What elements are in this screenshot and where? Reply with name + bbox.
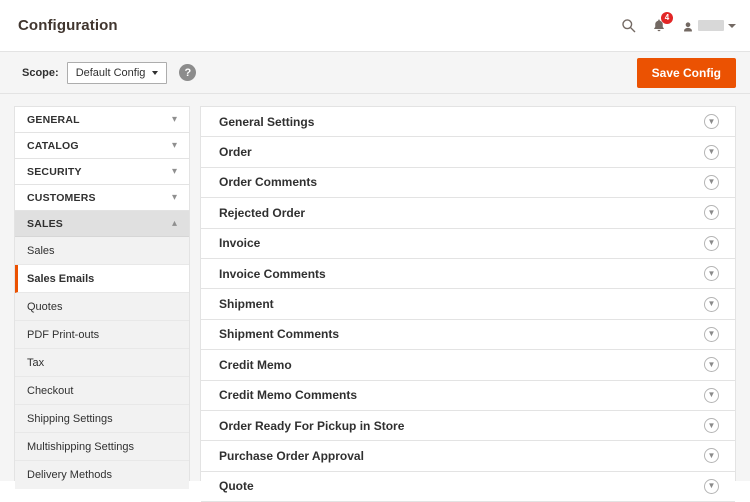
scope-toolbar — [0, 52, 750, 94]
help-icon[interactable]: ? — [179, 64, 196, 81]
sidebar-item-label: Delivery Methods — [27, 469, 112, 481]
chevron-down-icon — [728, 24, 736, 28]
section-label: Invoice Comments — [219, 266, 326, 281]
sidebar-item-pdf-print-outs[interactable] — [15, 321, 189, 349]
section-label: Shipment — [219, 297, 274, 312]
chevron-down-icon[interactable]: ▼ — [704, 114, 719, 129]
account-name-placeholder — [698, 20, 724, 31]
sidebar-item-label: Sales — [27, 244, 55, 257]
scope-label: Scope: — [22, 66, 59, 79]
chevron-down-icon: ▾ — [171, 165, 177, 177]
sidebar-group-label: SECURITY — [27, 165, 82, 178]
section-general-settings[interactable] — [201, 107, 735, 137]
section-order-comments[interactable] — [201, 168, 735, 198]
chevron-down-icon[interactable]: ▼ — [704, 236, 719, 251]
top-header — [0, 0, 750, 52]
sidebar-item-checkout[interactable] — [15, 377, 189, 405]
sidebar-group-label: GENERAL — [27, 113, 80, 126]
chevron-down-icon[interactable]: ▼ — [704, 448, 719, 463]
page-body — [0, 94, 750, 494]
sidebar-group-customers[interactable] — [15, 185, 189, 211]
section-label: Quote — [219, 479, 254, 494]
scope-selected-value: Default Config — [75, 66, 146, 79]
section-invoice[interactable] — [201, 229, 735, 259]
section-quote[interactable] — [201, 472, 735, 502]
section-label: Purchase Order Approval — [219, 448, 364, 463]
section-credit-memo[interactable] — [201, 350, 735, 380]
sidebar-sales-items — [15, 237, 189, 489]
section-label: Order Ready For Pickup in Store — [219, 418, 405, 433]
chevron-down-icon[interactable]: ▼ — [704, 357, 719, 372]
user-avatar-icon — [682, 20, 694, 32]
section-label: Credit Memo — [219, 357, 292, 372]
header-actions — [621, 13, 736, 33]
sidebar-item-quotes[interactable] — [15, 293, 189, 321]
account-menu[interactable] — [682, 20, 736, 32]
sidebar-item-multishipping-settings[interactable] — [15, 433, 189, 461]
sidebar-group-label: CATALOG — [27, 139, 79, 152]
chevron-down-icon[interactable]: ▼ — [704, 297, 719, 312]
search-icon[interactable] — [621, 18, 636, 33]
chevron-down-icon: ▾ — [171, 113, 177, 125]
chevron-down-icon[interactable]: ▼ — [704, 479, 719, 494]
chevron-down-icon: ▾ — [171, 139, 177, 151]
chevron-down-icon — [152, 71, 158, 75]
section-order-ready-for-pickup-in-store[interactable] — [201, 411, 735, 441]
sidebar-item-label: Checkout — [27, 384, 74, 397]
section-label: Order — [219, 145, 252, 160]
sidebar-group-catalog[interactable] — [15, 133, 189, 159]
notification-count-badge: 4 — [661, 12, 673, 24]
config-sidebar — [14, 106, 190, 481]
section-order[interactable] — [201, 137, 735, 167]
sidebar-group-sales[interactable] — [15, 211, 189, 237]
sidebar-item-shipping-settings[interactable] — [15, 405, 189, 433]
notifications-bell-icon[interactable] — [652, 13, 670, 33]
sidebar-item-label: PDF Print-outs — [27, 328, 100, 341]
config-sections-panel — [200, 106, 736, 494]
chevron-down-icon[interactable]: ▼ — [704, 205, 719, 220]
chevron-down-icon[interactable]: ▼ — [704, 175, 719, 190]
section-purchase-order-approval[interactable] — [201, 441, 735, 471]
save-config-button[interactable]: Save Config — [637, 58, 736, 88]
section-label: Rejected Order — [219, 205, 306, 220]
chevron-down-icon: ▾ — [171, 191, 177, 203]
section-label: Credit Memo Comments — [219, 388, 358, 403]
section-shipment[interactable] — [201, 289, 735, 319]
sidebar-item-sales-emails[interactable] — [15, 265, 189, 293]
sidebar-item-delivery-methods[interactable] — [15, 461, 189, 489]
sidebar-item-label: Quotes — [27, 300, 63, 313]
chevron-down-icon[interactable]: ▼ — [704, 266, 719, 281]
sidebar-item-label: Tax — [27, 356, 45, 369]
section-label: Shipment Comments — [219, 327, 340, 342]
section-label: Invoice — [219, 236, 261, 251]
section-rejected-order[interactable] — [201, 198, 735, 228]
scope-select[interactable] — [67, 62, 168, 84]
sidebar-item-label: Sales Emails — [27, 272, 95, 285]
section-label: General Settings — [219, 114, 315, 129]
page-title: Configuration — [18, 17, 118, 34]
section-shipment-comments[interactable] — [201, 320, 735, 350]
sidebar-group-label: SALES — [27, 217, 64, 230]
chevron-up-icon: ▴ — [171, 217, 177, 229]
chevron-down-icon[interactable]: ▼ — [704, 418, 719, 433]
chevron-down-icon[interactable]: ▼ — [704, 388, 719, 403]
chevron-down-icon[interactable]: ▼ — [704, 145, 719, 160]
sidebar-item-label: Multishipping Settings — [27, 440, 135, 453]
sidebar-group-label: CUSTOMERS — [27, 191, 96, 204]
sidebar-group-security[interactable] — [15, 159, 189, 185]
sidebar-item-label: Shipping Settings — [27, 412, 113, 425]
section-invoice-comments[interactable] — [201, 259, 735, 289]
sidebar-item-sales[interactable] — [15, 237, 189, 265]
section-credit-memo-comments[interactable] — [201, 381, 735, 411]
sidebar-item-tax[interactable] — [15, 349, 189, 377]
section-label: Order Comments — [219, 175, 318, 190]
sidebar-group-general[interactable] — [15, 107, 189, 133]
chevron-down-icon[interactable]: ▼ — [704, 327, 719, 342]
